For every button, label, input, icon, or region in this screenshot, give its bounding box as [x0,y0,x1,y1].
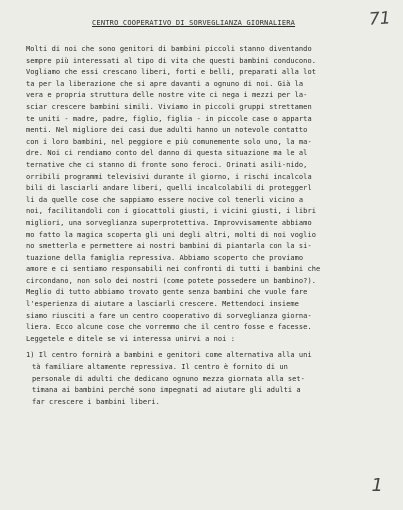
text-line: amore e ci sentiamo responsabili nei confronti di tutti i bambini che [26,265,321,274]
text-line: con i loro bambini, nel peggiore e più comunemente solo uno, la ma- [26,137,312,146]
text-line: vera e propria struttura delle nostre vite ci nega i mezzi per la- [26,91,308,100]
text-line: sempre più interessati al tipo di vita che questi bambini conducono. [26,56,316,65]
text-line: li da quelle cose che sappiamo essere nocive col tenerli vicino a [26,195,304,204]
text-line: Meglio di tutto abbiamo trovato gente senza bambini che vuole fare [26,288,308,297]
document-title: CENTRO COOPERATIVO DI SORVEGLIANZA GIORNALIERA [92,19,296,27]
text-line: sciar crescere bambini simili. Viviamo in piccoli gruppi strettamen [26,102,312,111]
text-line: menti. Nel migliore dei casi due adulti hanno un notevole contatto [26,126,308,135]
page-number: 1 [371,475,383,496]
text-line: orribili programmi televisivi durante il giorno, i rischi incalcola [26,172,312,181]
text-line: liera. Ecco alcune cose che vorremmo che il centro fosse e facesse. [26,323,312,332]
text-line: Molti di noi che sono genitori di bambini piccoli stanno diventando [26,45,312,53]
text-line: l'esperienza di aiutare a lasciarli crescere. Mettendoci insieme [26,300,299,309]
text-line: circondano, non solo dei nostri (come potete possedere un bambino?). [26,276,316,285]
text-line: ternative che ci stanno di fronte sono feroci. Orinati asili-nido, [26,160,308,169]
text-line: ta per la liberazione che si apre davanti a ognuno di noi. Già la [26,79,304,88]
text-line: Leggetele e ditele se vi interessa unirvi a noi : [26,334,235,343]
text-line: noi, facilitandoli con i giocattoli giusti, i vicini giusti, i libri [26,207,316,216]
text-line: no smetterla e permettere ai nostri bambini di piantarla con la si- [26,242,312,251]
list-item-line: far crescere i bambini liberi. [32,397,160,406]
text-line: migliori, una sorveglianza superprotettiva. Improvvisamente abbiamo [26,218,312,227]
text-line: te uniti - madre, padre, figlio, figlia - in piccole case o apparta [26,114,312,123]
text-line: dre. Noi ci rendiamo conto del danno di questa situazione ma le al [26,149,308,158]
list-item-line: personale di adulti che dedicano ognuno mezza giornata alla set- [32,374,305,383]
text-line: tuazione della famiglia repressiva. Abbiamo scoperto che proviamo [26,253,304,262]
text-line: bili di lasciarli andare liberi, quelli incalcolabili di proteggerl [26,184,312,193]
folio-mark: 71 [368,8,392,30]
document-body [26,44,378,408]
list-item-line: 1) Il centro fornirà a bambini e genitori come alternativa alla uni [26,351,312,360]
text-line: siamo riusciti a fare un centro cooperativo di sorveglianza giorna- [26,311,312,320]
text-line: Vogliamo che essi crescano liberi, forti e belli, preparati alla lot [26,68,316,77]
list-item-line: timana ai bambini perché sono impegnati ad aiutare gli adulti a [32,386,301,395]
text-line: mo fatto la magica scoperta gli uni degli altri, molti di noi voglio [26,230,316,239]
list-item-line: tà familiare altamente repressiva. Il centro è fornito di un [32,363,288,372]
